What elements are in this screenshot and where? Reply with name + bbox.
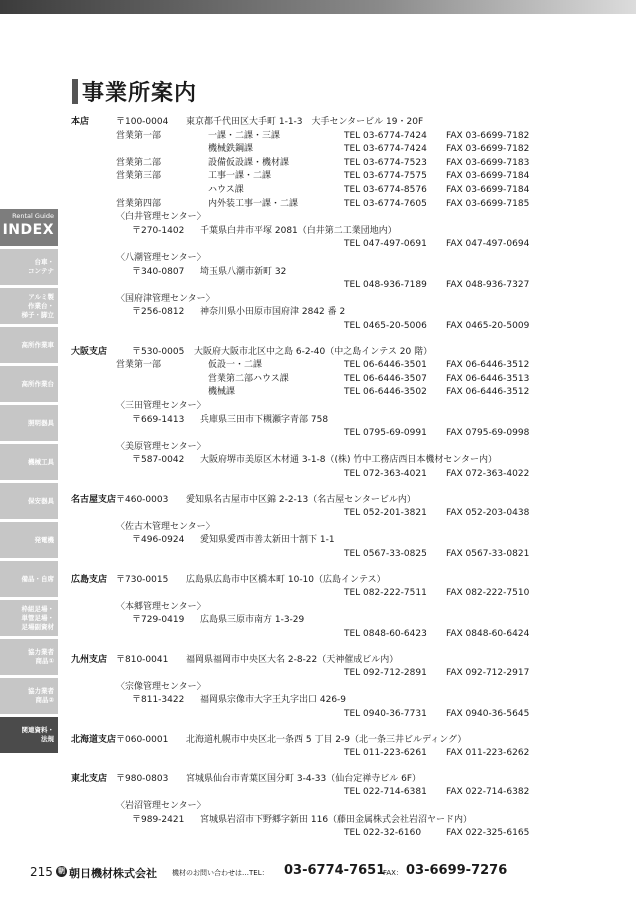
office-row [0, 574, 636, 588]
office-row [0, 587, 636, 601]
office-row [0, 143, 636, 157]
department-name: 〈本郷管理センター〉 [116, 601, 206, 612]
office-row [0, 454, 636, 468]
address: 福岡県宗像市大字王丸字出口 426-9 [200, 695, 347, 706]
phone-number: TEL 022-32-6160 [344, 828, 422, 839]
office-row [0, 694, 636, 708]
postal-code: 〒256-0812 [132, 307, 185, 318]
department-name: 〈三田管理センター〉 [116, 401, 206, 411]
fax-number: FAX 011-223-6262 [446, 748, 530, 759]
phone-number: TEL 0940-36-7731 [344, 709, 427, 719]
fax-number: FAX 0567-33-0821 [446, 549, 530, 559]
office-row [0, 800, 636, 814]
fax-number: FAX 03-6699-7182 [446, 144, 530, 155]
office-row [0, 427, 636, 441]
address: 北海道札幌市中央区北一条西 5 丁目 2-9（北一条三井ビルディング） [186, 734, 467, 745]
address: 福岡県福岡市中央区大名 2-8-22（天神催成ビル内） [186, 654, 399, 665]
contact-label: 機材のお問い合わせは…TEL： [172, 869, 269, 877]
postal-code: 〒980-0803 [116, 773, 169, 784]
index-tab[interactable]: 保安器具 [0, 483, 58, 519]
fax-number: FAX 06-6446-3513 [446, 373, 530, 384]
phone-number: TEL 0795-69-0991 [344, 428, 427, 439]
index-tab[interactable]: 発電機 [0, 522, 58, 558]
address: 宮城県岩沼市下野郷字新田 116（藤田金属株式会社岩沼ヤード内） [200, 814, 473, 825]
phone-number: TEL 048-936-7189 [344, 280, 427, 291]
office-row [0, 708, 636, 722]
fax-number: FAX 03-6699-7184 [446, 171, 530, 182]
title-accent-bar [72, 79, 78, 104]
office-row [0, 320, 636, 334]
fax-number: FAX 092-712-2917 [446, 668, 530, 679]
office-name: 九州支店 [71, 654, 108, 665]
address: 埼玉県八潮市新町 32 [200, 266, 287, 277]
postal-code: 〒989-2421 [132, 814, 185, 825]
section-name: 機械課 [208, 387, 236, 398]
department-name: 営業第二部 [116, 157, 162, 168]
postal-code: 〒730-0015 [116, 574, 169, 585]
phone-number: TEL 06-6446-3507 [344, 373, 427, 384]
fax-number: FAX 06-6446-3512 [446, 387, 530, 398]
index-tab[interactable]: 高所作業台 [0, 366, 58, 402]
phone-number: TEL 03-6774-7523 [344, 157, 427, 168]
office-row [0, 734, 636, 748]
department-name: 〈佐古木管理センター〉 [116, 521, 215, 532]
index-tab[interactable]: 備品・自席 [0, 561, 58, 597]
office-row [0, 786, 636, 800]
office-row [0, 507, 636, 521]
address: 愛知県名古屋市中区錦 2-2-13（名古屋センタービル内） [186, 494, 416, 505]
address: 宮城県仙台市青葉区国分町 3-4-33（仙台定禅寺ビル 6F） [186, 773, 422, 784]
postal-code: 〒810-0041 [116, 654, 169, 665]
office-row [0, 667, 636, 681]
phone-number: TEL 0465-20-5006 [344, 321, 427, 331]
phone-number: TEL 03-6774-7605 [344, 198, 427, 209]
postal-code: 〒270-1402 [132, 225, 185, 236]
office-row [0, 116, 636, 130]
postal-code: 〒530-0005 [132, 346, 185, 357]
phone-number: TEL 03-6774-7424 [344, 130, 427, 141]
office-row [0, 773, 636, 787]
page-number: 215 [30, 865, 53, 879]
section-name: ハウス課 [208, 185, 244, 195]
department-name: 営業第一部 [116, 360, 162, 371]
section-name: 営業第二部ハウス課 [208, 373, 289, 384]
phone-number: TEL 047-497-0691 [344, 239, 427, 250]
office-row [0, 238, 636, 252]
index-tab[interactable]: 関連資料・ 法規 [0, 717, 58, 753]
office-row [0, 654, 636, 668]
phone-number: TEL 0848-60-6423 [344, 629, 427, 639]
fax-number: FAX 06-6446-3512 [446, 360, 530, 371]
index-tab[interactable]: 機械工具 [0, 444, 58, 480]
phone-number: TEL 011-223-6261 [344, 748, 427, 759]
phone-number: TEL 06-6446-3502 [344, 387, 427, 398]
phone-number: TEL 072-363-4021 [344, 469, 427, 479]
address: 広島県広島市中区橋本町 10-10（広島インテス） [186, 574, 386, 585]
index-tab[interactable]: アルミ製 作業台・ 梯子・脚立 [0, 288, 58, 324]
phone-number: TEL 082-222-7511 [344, 588, 427, 599]
phone-number: TEL 022-714-6381 [344, 787, 427, 798]
address: 兵庫県三田市下槻瀬字青部 758 [200, 414, 329, 425]
fax-number: FAX 0465-20-5009 [446, 321, 530, 331]
office-row [0, 494, 636, 508]
fax-number: FAX 0795-69-0998 [446, 428, 530, 439]
phone-number: TEL 092-712-2891 [344, 668, 427, 679]
fax-number: FAX 072-363-4022 [446, 469, 530, 479]
department-name: 〈国府津管理センター〉 [116, 293, 215, 304]
office-row [0, 211, 636, 225]
index-tab[interactable]: 台車・ コンテナ [0, 249, 58, 285]
office-name: 北海道支店 [71, 734, 117, 745]
fax-number: FAX 0940-36-5645 [446, 709, 530, 719]
phone-number: TEL 0567-33-0825 [344, 549, 427, 559]
postal-code: 〒587-0042 [132, 455, 185, 466]
section-name: 仮設一・二課 [208, 360, 263, 371]
office-name: 名古屋支店 [71, 494, 117, 505]
office-row [0, 198, 636, 212]
office-row [0, 157, 636, 171]
office-row [0, 252, 636, 266]
office-row [0, 266, 636, 280]
postal-code: 〒669-1413 [132, 414, 185, 425]
index-tab[interactable]: 協力業者 商品② [0, 678, 58, 714]
fax-number: FAX 052-203-0438 [446, 508, 530, 519]
company-name: 朝日機材株式会社 [69, 867, 157, 880]
office-row [0, 293, 636, 307]
section-name: 機械鉄鋼課 [208, 144, 254, 155]
office-row [0, 814, 636, 828]
fax-number: FAX 0848-60-6424 [446, 629, 530, 639]
fax-number: FAX 03-6699-7184 [446, 185, 530, 195]
office-name: 本店 [71, 117, 90, 127]
office-row [0, 130, 636, 144]
office-row [0, 225, 636, 239]
section-name: 内外装工事一課・二課 [208, 198, 299, 209]
index-tab[interactable]: 協力業者 商品① [0, 639, 58, 675]
office-name: 広島支店 [71, 574, 108, 585]
phone-number: TEL 03-6774-7575 [344, 171, 427, 182]
postal-code: 〒496-0924 [132, 535, 185, 546]
office-row [0, 346, 636, 360]
office-row [0, 386, 636, 400]
department-name: 営業第一部 [116, 130, 162, 141]
postal-code: 〒340-0807 [132, 266, 185, 277]
office-row [0, 414, 636, 428]
office-row [0, 534, 636, 548]
office-row [0, 548, 636, 562]
postal-code: 〒811-3422 [132, 695, 185, 706]
index-label-small: Rental Guide [12, 212, 54, 220]
department-name: 〈白井管理センター〉 [116, 212, 206, 223]
fax-number: FAX 03-6699-7185 [446, 198, 530, 209]
address: 東京都千代田区大手町 1-1-3 大手センタービル 19・20F [186, 117, 424, 127]
company-logo: 朝 [58, 867, 65, 875]
address: 愛知県愛西市善太新田十割下 1-1 [200, 535, 335, 546]
phone-number: TEL 03-6774-8576 [344, 185, 427, 195]
index-tab[interactable]: 枠組足場・ 単管足場・ 足場副資材 [0, 600, 58, 636]
index-label-large: INDEX [2, 222, 54, 238]
phone-number: TEL 052-201-3821 [344, 508, 427, 519]
department-name: 営業第三部 [116, 171, 162, 182]
phone-number: TEL 06-6446-3501 [344, 360, 427, 371]
index-tab[interactable]: 高所作業車 [0, 327, 58, 363]
fax-number: FAX 047-497-0694 [446, 239, 530, 250]
office-row [0, 601, 636, 615]
address: 大阪府大阪市北区中之島 6-2-40（中之島インテス 20 階） [194, 346, 433, 357]
address: 大阪府堺市美原区木材通 3-1-8（(株) 竹中工務店西日本機材センター内） [200, 455, 498, 466]
fax-number: FAX 03-6699-7183 [446, 157, 530, 168]
address: 神奈川県小田原市国府津 2842 番 2 [200, 307, 346, 318]
fax-number: FAX 048-936-7327 [446, 280, 530, 291]
postal-code: 〒729-0419 [132, 615, 185, 626]
department-name: 〈宗像管理センター〉 [116, 681, 206, 692]
department-name: 〈八潮管理センター〉 [116, 253, 206, 263]
section-name: 設備仮設課・機材課 [208, 157, 290, 168]
office-row [0, 468, 636, 482]
page-title: 事業所案内 [82, 81, 198, 106]
office-row [0, 400, 636, 414]
office-row [0, 373, 636, 387]
postal-code: 〒460-0003 [116, 494, 169, 505]
office-row [0, 628, 636, 642]
office-row [0, 170, 636, 184]
office-row [0, 441, 636, 455]
postal-code: 〒060-0001 [116, 734, 169, 745]
office-row [0, 827, 636, 841]
fax-number: FAX 082-222-7510 [446, 588, 530, 599]
fax-number: FAX 022-714-6382 [446, 787, 530, 798]
office-row [0, 306, 636, 320]
office-name: 大阪支店 [71, 346, 108, 357]
fax-label: FAX： [383, 869, 403, 877]
postal-code: 〒100-0004 [116, 117, 169, 127]
fax-number: FAX 03-6699-7182 [446, 130, 530, 141]
department-name: 〈美原管理センター〉 [116, 441, 206, 452]
office-row [0, 521, 636, 535]
office-name: 東北支店 [71, 773, 108, 784]
section-name: 工事一課・二課 [208, 171, 272, 182]
department-name: 営業第四部 [116, 198, 162, 209]
index-tab[interactable]: 照明器具 [0, 405, 58, 441]
contact-fax: 03-6699-7276 [406, 863, 508, 878]
address: 広島県三原市南方 1-3-29 [200, 615, 305, 626]
phone-number: TEL 03-6774-7424 [344, 144, 427, 155]
office-row [0, 279, 636, 293]
department-name: 〈岩沼管理センター〉 [116, 801, 206, 811]
office-row [0, 747, 636, 761]
top-bar [0, 0, 636, 14]
page-footer [0, 862, 636, 882]
address: 千葉県白井市平塚 2081（白井第二工業団地内） [200, 225, 397, 236]
section-name: 一課・二課・三課 [208, 130, 281, 141]
fax-number: FAX 022-325-6165 [446, 828, 530, 839]
office-row [0, 614, 636, 628]
office-row [0, 681, 636, 695]
office-row [0, 359, 636, 373]
contact-tel: 03-6774-7651 [284, 863, 386, 878]
office-row [0, 184, 636, 198]
